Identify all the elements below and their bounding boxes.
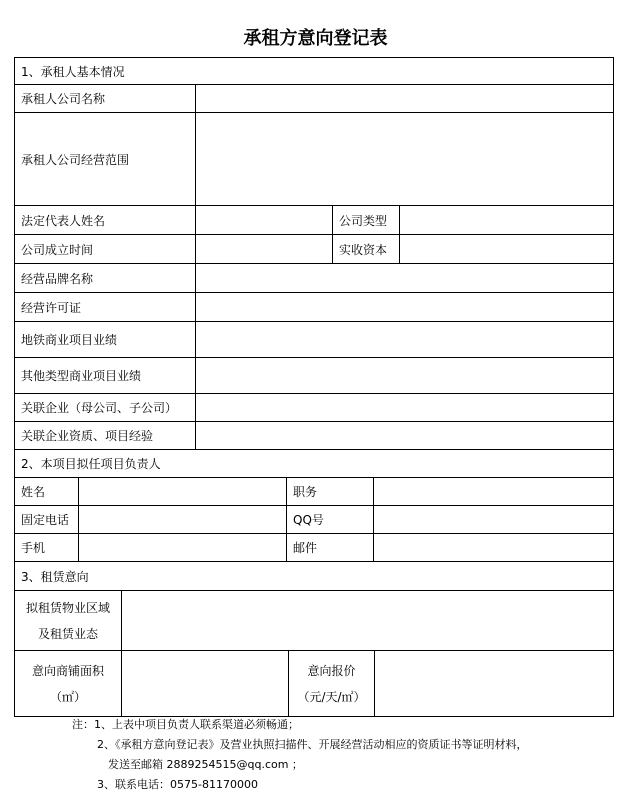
price-label-line1: 意向报价 <box>307 663 356 678</box>
brand-label: 经营品牌名称 <box>15 264 196 292</box>
license-row <box>14 293 614 322</box>
manager-qq-label: QQ号 <box>287 506 374 533</box>
company-type-field[interactable] <box>400 206 613 234</box>
affiliates-row <box>14 394 614 422</box>
manager-position-field[interactable] <box>374 478 613 505</box>
shop-size-label-line1: 意向商铺面积 <box>31 663 104 678</box>
license-label: 经营许可证 <box>15 293 196 321</box>
manager-email-field[interactable] <box>374 534 613 561</box>
paid-capital-field[interactable] <box>400 235 613 263</box>
metro-record-label: 地铁商业项目业绩 <box>15 322 196 357</box>
business-scope-row <box>14 113 614 206</box>
company-name-label: 承租人公司名称 <box>15 85 196 112</box>
price-label <box>289 651 375 716</box>
note-line-3: 发送至邮箱 2889254515@qq.com ； <box>108 758 303 771</box>
manager-name-field[interactable] <box>79 478 287 505</box>
affiliate-quals-row <box>14 422 614 450</box>
founded-label: 公司成立时间 <box>15 235 196 263</box>
affiliate-quals-field[interactable] <box>196 422 613 449</box>
founded-field[interactable] <box>196 235 333 263</box>
manager-mobile-row <box>14 534 614 562</box>
lease-area-row <box>14 591 614 651</box>
section3-heading: 3、租赁意向 <box>21 569 89 584</box>
manager-name-label: 姓名 <box>15 478 79 505</box>
manager-qq-field[interactable] <box>374 506 613 533</box>
founded-row <box>14 235 614 264</box>
license-field[interactable] <box>196 293 613 321</box>
manager-phone-label: 固定电话 <box>15 506 79 533</box>
shop-size-field[interactable] <box>122 651 289 716</box>
registration-form <box>14 57 614 717</box>
manager-phone-field[interactable] <box>79 506 287 533</box>
section2-heading: 2、本项目拟任项目负责人 <box>21 457 161 471</box>
manager-phone-row <box>14 506 614 534</box>
note-line-2: 2、《承租方意向登记表》及营业执照扫描件、开展经营活动相应的资质证书等证明材料， <box>97 738 528 751</box>
manager-mobile-field[interactable] <box>79 534 287 561</box>
business-scope-label: 承租人公司经营范围 <box>15 113 196 205</box>
page-title: 承租方意向登记表 <box>243 28 388 49</box>
price-label-line2: （元/天/㎡） <box>297 689 366 704</box>
section2-heading-row <box>14 450 614 478</box>
legal-rep-field[interactable] <box>196 206 333 234</box>
metro-record-row <box>14 322 614 358</box>
paid-capital-label: 实收资本 <box>333 235 400 263</box>
legal-rep-label: 法定代表人姓名 <box>15 206 196 234</box>
notes <box>72 715 528 795</box>
affiliate-quals-label: 关联企业资质、项目经验 <box>15 422 196 449</box>
metro-record-field[interactable] <box>196 322 613 357</box>
manager-position-label: 职务 <box>287 478 374 505</box>
affiliates-field[interactable] <box>196 394 613 421</box>
company-name-field[interactable] <box>196 85 613 112</box>
other-record-row <box>14 358 614 394</box>
note-line-1: 注：1、上表中项目负责人联系渠道必须畅通； <box>72 718 299 731</box>
manager-mobile-label: 手机 <box>15 534 79 561</box>
shop-size-label <box>15 651 122 716</box>
lease-area-label-line2: 及租赁业态 <box>37 626 98 641</box>
manager-name-row <box>14 478 614 506</box>
brand-field[interactable] <box>196 264 613 292</box>
note-line-4: 3、联系电话：0575-81170000 <box>97 778 258 791</box>
other-record-field[interactable] <box>196 358 613 393</box>
affiliates-label: 关联企业（母公司、子公司） <box>15 394 196 421</box>
business-scope-field[interactable] <box>196 113 613 205</box>
brand-row <box>14 264 614 293</box>
lease-area-label-line1: 拟租赁物业区域 <box>25 600 110 615</box>
section1-heading-row <box>14 57 614 85</box>
legal-rep-row <box>14 206 614 235</box>
shop-size-label-line2: （㎡） <box>49 689 86 704</box>
section3-heading-row <box>14 562 614 591</box>
price-field[interactable] <box>375 651 613 716</box>
lease-area-field[interactable] <box>122 591 613 650</box>
lease-area-label <box>15 591 122 650</box>
company-type-label: 公司类型 <box>333 206 400 234</box>
section1-heading: 1、承租人基本情况 <box>21 64 125 79</box>
other-record-label: 其他类型商业项目业绩 <box>15 358 196 393</box>
manager-email-label: 邮件 <box>287 534 374 561</box>
size-price-row <box>14 651 614 717</box>
company-name-row <box>14 85 614 113</box>
